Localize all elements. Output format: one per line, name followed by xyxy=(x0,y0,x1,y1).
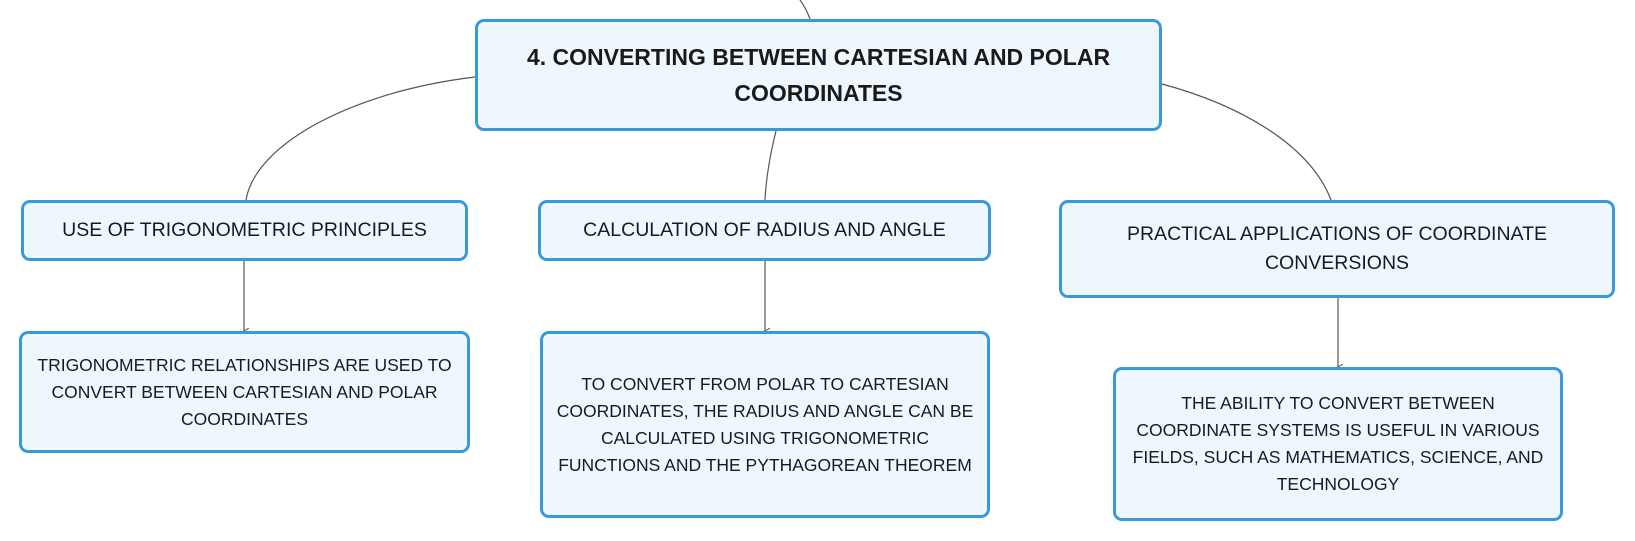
topic-label: PRACTICAL APPLICATIONS OF COORDINATE CONVERSIONS xyxy=(1126,223,1548,274)
topic-node-practical-applications[interactable] xyxy=(1059,200,1615,298)
topic-label: CALCULATION OF RADIUS AND ANGLE xyxy=(583,219,946,241)
root-title: 4. CONVERTING BETWEEN CARTESIAN AND POLAR COORDINATES xyxy=(526,44,1111,106)
leaf-text: TRIGONOMETRIC RELATIONSHIPS ARE USED TO CONVERT BETWEEN CARTESIAN AND POLAR COORDINATES xyxy=(37,354,452,429)
connector-parent-to-root xyxy=(800,0,810,19)
leaf-node-coordinate-systems-usefulness[interactable] xyxy=(1113,367,1563,521)
connector-root-to-topic-2 xyxy=(765,131,776,200)
topic-node-radius-and-angle[interactable] xyxy=(538,200,991,261)
leaf-node-trigonometric-relationships[interactable] xyxy=(19,331,470,453)
leaf-text: TO CONVERT FROM POLAR TO CARTESIAN COORDINATES, THE RADIUS AND ANGLE CAN BE CALCULATED USING TRIGONOMETRIC FUNCTIONS AND THE PYTHAGOREAN THEOREM xyxy=(556,373,974,475)
connector-root-to-topic-1 xyxy=(246,77,475,200)
leaf-text: THE ABILITY TO CONVERT BETWEEN COORDINATE SYSTEMS IS USEFUL IN VARIOUS FIELDS, SUCH AS MATHEMATICS, SCIENCE, AND TECHNOLOGY xyxy=(1132,393,1544,494)
topic-node-trigonometric-principles[interactable] xyxy=(21,200,468,261)
topic-label: USE OF TRIGONOMETRIC PRINCIPLES xyxy=(62,219,427,241)
leaf-node-polar-to-cartesian[interactable] xyxy=(540,331,990,518)
root-node[interactable] xyxy=(475,19,1162,131)
connector-root-to-topic-3 xyxy=(1162,84,1331,200)
